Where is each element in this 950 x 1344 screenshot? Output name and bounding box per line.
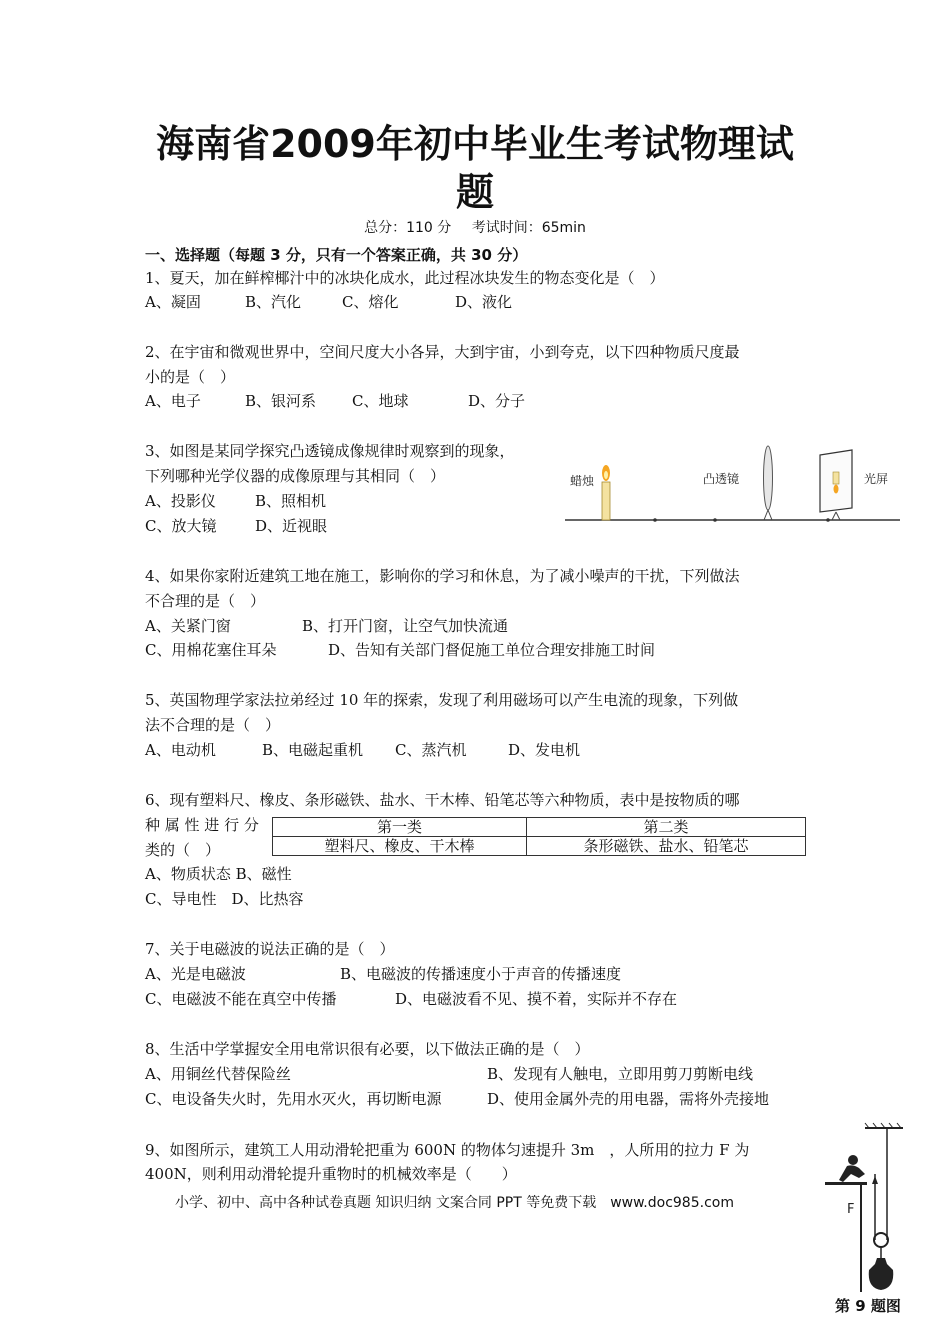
q6-stem-line2: 种 属 性 进 行 分 [145, 816, 259, 834]
q4-option-d: D、告知有关部门督促施工单位合理安排施工时间 [328, 641, 656, 659]
q6-stem-line3: 类的（ ） [145, 841, 221, 859]
q7-option-a: A、光是电磁波 [145, 965, 246, 983]
q5-stem-line2: 法不合理的是（ ） [145, 716, 281, 734]
q7-option-d: D、电磁波看不见、摸不着，实际并不存在 [395, 990, 678, 1008]
q4-option-b: B、打开门窗，让空气加快流通 [302, 617, 509, 635]
page-title: 海南省2009年初中毕业生考试物理试 [156, 122, 794, 166]
lens-label: 凸透镜 [703, 472, 740, 486]
q1-stem: 1、夏天，加在鲜榨椰汁中的冰块化成水，此过程冰块发生的物态变化是（ ） [145, 269, 665, 287]
q2-option-b: B、银河系 [245, 392, 317, 410]
total-score: 总分：110 分 [364, 220, 452, 236]
q7-option-c: C、电磁波不能在真空中传播 [145, 990, 337, 1008]
q4-stem-line1: 4、如果你家附近建筑工地在施工，影响你的学习和休息，为了减小噪声的干扰，下列做法 [145, 567, 740, 585]
q9-stem-line2: 400N，则利用动滑轮提升重物时的机械效率是（ ） [145, 1165, 517, 1183]
q3-option-a: A、投影仪 [145, 492, 216, 510]
q8-option-c: C、电设备失火时，先用水灭火，再切断电源 [145, 1090, 442, 1108]
q9-stem-line1: 9、如图所示，建筑工人用动滑轮把重为 600N 的物体匀速提升 3m ，人所用的拉力 F 为 [145, 1141, 750, 1159]
table-cell-class1: 塑料尺、橡皮、干木棒 [273, 837, 527, 856]
q1-option-d: D、液化 [455, 293, 513, 311]
q9-pulley-figure [825, 1122, 910, 1294]
q3-option-c: C、放大镜 [145, 517, 217, 535]
table-header-class2: 第二类 [526, 818, 805, 837]
q3-stem-line2: 下列哪种光学仪器的成像原理与其相同（ ） [145, 467, 446, 485]
q2-option-d: D、分子 [468, 392, 526, 410]
q4-option-a: A、关紧门窗 [145, 617, 231, 635]
q2-stem-line1: 2、在宇宙和微观世界中，空间尺度大小各异，大到宇宙，小到夸克，以下四种物质尺度最 [145, 343, 740, 361]
q6-stem-line1: 6、现有塑料尺、橡皮、条形磁铁、盐水、干木棒、铅笔芯等六种物质，表中是按物质的哪 [145, 791, 740, 809]
q7-option-b: B、电磁波的传播速度小于声音的传播速度 [340, 965, 622, 983]
q5-option-d: D、发电机 [508, 741, 581, 759]
q1-option-a: A、凝固 [145, 293, 201, 311]
q5-option-c: C、蒸汽机 [395, 741, 467, 759]
exam-time: 考试时间：65min [471, 220, 586, 236]
q4-stem-line2: 不合理的是（ ） [145, 592, 266, 610]
candle-label: 蜡烛 [570, 474, 595, 488]
q6-options-cd: C、导电性 D、比热容 [145, 890, 304, 908]
q9-figure-caption: 第 9 题图 [835, 1297, 901, 1315]
q1-option-b: B、汽化 [245, 293, 302, 311]
screen-label: 光屏 [864, 472, 889, 486]
q5-option-b: B、电磁起重机 [262, 741, 364, 759]
table-cell-class2: 条形磁铁、盐水、铅笔芯 [526, 837, 805, 856]
q6-classification-table [272, 817, 806, 856]
page-title-continued: 题 [455, 170, 494, 214]
q2-option-a: A、电子 [145, 392, 201, 410]
pulley-diagram [825, 1122, 910, 1294]
q2-option-c: C、地球 [352, 392, 409, 410]
q3-lens-figure [560, 440, 905, 530]
footer-note: 小学、初中、高中各种试卷真题 知识归纳 文案合同 PPT 等免费下载 www.doc985.com [175, 1195, 734, 1211]
q3-option-d: D、近视眼 [255, 517, 328, 535]
q8-option-b: B、发现有人触电，立即用剪刀剪断电线 [487, 1065, 754, 1083]
exam-meta [0, 217, 950, 237]
q5-stem-line1: 5、英国物理学家法拉弟经过 10 年的探索，发现了利用磁场可以产生电流的现象，下列做 [145, 691, 739, 709]
q8-option-a: A、用铜丝代替保险丝 [145, 1065, 291, 1083]
q8-option-d: D、使用金属外壳的用电器，需将外壳接地 [487, 1090, 770, 1108]
table-header-class1: 第一类 [273, 818, 527, 837]
section-heading: 一、选择题（每题 3 分，只有一个答案正确，共 30 分） [145, 246, 528, 264]
q7-stem: 7、关于电磁波的说法正确的是（ ） [145, 940, 395, 958]
q6-options-ab: A、物质状态 B、磁性 [145, 865, 292, 883]
q5-option-a: A、电动机 [145, 741, 216, 759]
q3-option-b: B、照相机 [255, 492, 327, 510]
q1-option-c: C、熔化 [342, 293, 399, 311]
q4-option-c: C、用棉花塞住耳朵 [145, 641, 277, 659]
q8-stem: 8、生活中学掌握安全用电常识很有必要，以下做法正确的是（ ） [145, 1040, 590, 1058]
force-label: F [847, 1202, 855, 1217]
q2-stem-line2: 小的是（ ） [145, 368, 236, 386]
q3-stem-line1: 3、如图是某同学探究凸透镜成像规律时观察到的现象， [145, 442, 515, 460]
